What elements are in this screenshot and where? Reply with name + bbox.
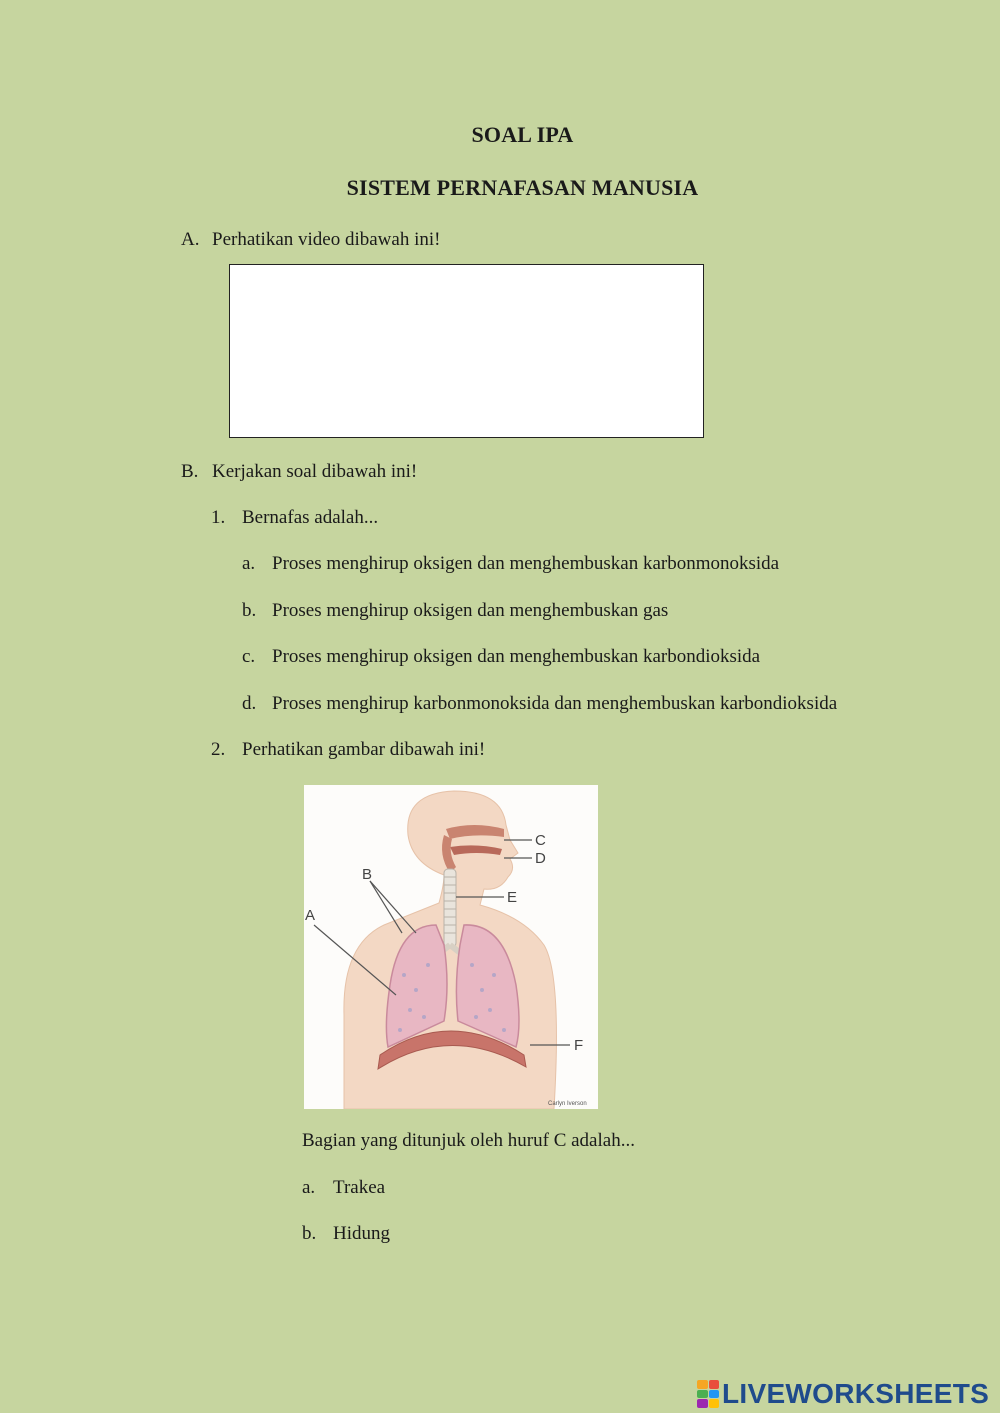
option-text: Proses menghirup oksigen dan menghembuskan karbondioksida — [272, 646, 761, 667]
section-b-heading — [181, 461, 417, 483]
trachea — [444, 869, 456, 947]
question-text: Bernafas adalah... — [242, 507, 379, 528]
section-a-instruction: Perhatikan video dibawah ini! — [212, 229, 441, 250]
section-b-instruction: Kerjakan soal dibawah ini! — [212, 461, 418, 482]
question-2 — [211, 739, 485, 761]
figure-label-d: D — [535, 850, 546, 867]
option-letter: a. — [242, 553, 256, 574]
question-number: 2. — [211, 739, 226, 760]
logo-block — [709, 1380, 720, 1389]
option-text: Hidung — [333, 1223, 390, 1244]
option-letter: c. — [242, 646, 256, 667]
logo-block — [697, 1380, 708, 1389]
section-a-marker: A. — [181, 229, 200, 250]
question-1-option-c[interactable] — [242, 646, 760, 668]
liveworksheets-wordmark: LIVEWORKSHEETS — [722, 1378, 990, 1409]
question-1-option-a[interactable] — [242, 553, 779, 575]
question-1-option-d[interactable] — [242, 693, 837, 715]
section-a-heading — [181, 229, 440, 251]
question-2-option-b[interactable] — [302, 1223, 390, 1245]
question-number: 1. — [211, 507, 226, 528]
respiratory-system-figure — [304, 785, 598, 1109]
page-title: SOAL IPA — [471, 122, 574, 147]
figure-label-c: C — [535, 832, 546, 849]
logo-block — [709, 1390, 720, 1399]
figure-label-a: A — [305, 907, 316, 924]
figure-credit: Carlyn Iverson — [548, 1101, 587, 1107]
liveworksheets-logo — [697, 1376, 989, 1412]
option-letter: b. — [242, 600, 257, 621]
option-letter: b. — [302, 1223, 317, 1244]
respiratory-diagram — [304, 785, 598, 1109]
logo-block — [697, 1399, 708, 1408]
liveworksheets-logo-icon — [697, 1380, 719, 1408]
question-1 — [211, 507, 378, 529]
figure-label-e: E — [507, 889, 518, 906]
logo-block — [697, 1390, 708, 1399]
logo-block — [709, 1399, 720, 1408]
section-b-marker: B. — [181, 461, 199, 482]
video-placeholder[interactable] — [229, 264, 704, 438]
question-text: Perhatikan gambar dibawah ini! — [242, 739, 486, 760]
question-2-option-a[interactable] — [302, 1177, 385, 1199]
page-subtitle: SISTEM PERNAFASAN MANUSIA — [346, 175, 699, 200]
option-text: Trakea — [333, 1177, 386, 1198]
figure-label-b: B — [362, 866, 373, 883]
option-letter: a. — [302, 1177, 316, 1198]
option-text: Proses menghirup oksigen dan menghembuskan gas — [272, 600, 669, 621]
option-text: Proses menghirup oksigen dan menghembuskan karbonmonoksida — [272, 553, 780, 574]
question-1-option-b[interactable] — [242, 600, 668, 622]
option-text: Proses menghirup karbonmonoksida dan menghembuskan karbondioksida — [272, 693, 838, 714]
option-letter: d. — [242, 693, 257, 714]
question-2-prompt: Bagian yang ditunjuk oleh huruf C adalah... — [302, 1130, 635, 1151]
figure-label-f: F — [574, 1037, 584, 1054]
